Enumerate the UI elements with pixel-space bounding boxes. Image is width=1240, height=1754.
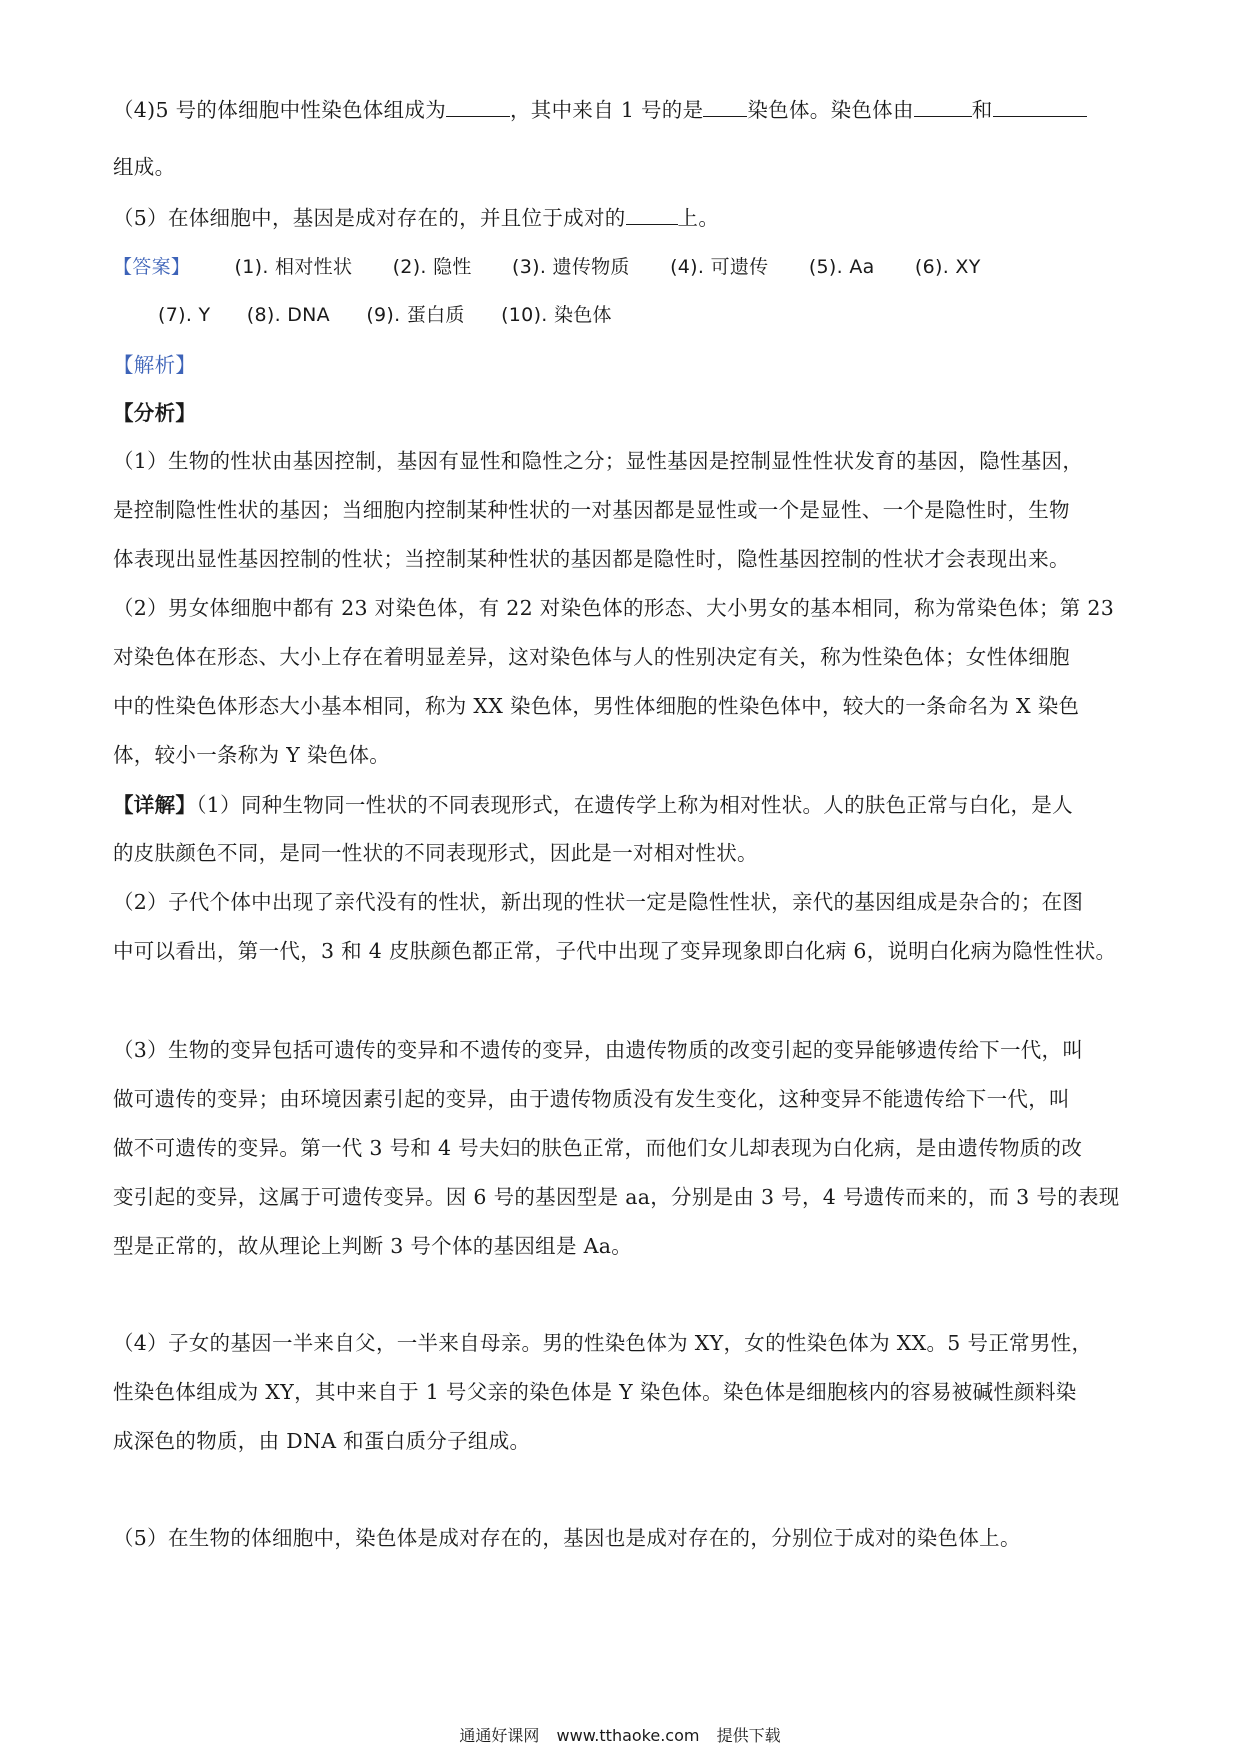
answer-blank bbox=[703, 94, 747, 117]
q5-text-1: （5）在体细胞中，基因是成对存在的，并且位于成对的 bbox=[113, 206, 626, 230]
fenxi-p2-line: （2）男女体细胞中都有 23 对染色体，有 22 对染色体的形态、大小男女的基本相同，称为常染色体；第 23 bbox=[113, 596, 1115, 620]
question-5-line bbox=[113, 202, 1133, 233]
analysis-heading bbox=[113, 350, 1133, 380]
answer-item: (4). 可遗传 bbox=[670, 256, 769, 278]
xiangjie-p3-line: 做不可遗传的变异。第一代 3 号和 4 号夫妇的肤色正常，而他们女儿却表现为白化病，是由遗传物质的改 bbox=[113, 1136, 1083, 1160]
q5-text-2: 上。 bbox=[677, 206, 720, 230]
xiangjie-p3-line: 变引起的变异，这属于可遗传变异。因 6 号的基因型是 aa，分别是由 3 号，4 号遗传而来的，而 3 号的表现 bbox=[113, 1185, 1120, 1209]
answer-item: (6). XY bbox=[914, 256, 981, 278]
question-4-line-2 bbox=[113, 152, 1133, 182]
q4-text-5: 组成。 bbox=[113, 155, 176, 179]
xiangjie-p4-line: （4）子女的基因一半来自父，一半来自母亲。男的性染色体为 XY，女的性染色体为 XX。5 号正常男性， bbox=[113, 1331, 1093, 1355]
page-footer bbox=[0, 1726, 1240, 1746]
xiangjie-label: 【详解】 bbox=[113, 793, 197, 817]
footer-site-name: 通通好课网 bbox=[459, 1726, 540, 1745]
fenxi-p1-line: 体表现出显性基因控制的性状；当控制某种性状的基因都是隐性时，隐性基因控制的性状才会表现出来。 bbox=[113, 547, 1070, 571]
q4-text-2: ，其中来自 1 号的是 bbox=[510, 98, 704, 122]
fenxi-p1-line: （1）生物的性状由基因控制，基因有显性和隐性之分；显性基因是控制显性性状发育的基因，隐性基因， bbox=[113, 449, 1084, 473]
fenxi-p2-line: 体，较小一条称为 Y 染色体。 bbox=[113, 743, 391, 767]
footer-suffix: 提供下载 bbox=[716, 1726, 781, 1745]
xiangjie-p5-line: （5）在生物的体细胞中，染色体是成对存在的，基因也是成对存在的，分别位于成对的染色体上。 bbox=[113, 1526, 1021, 1550]
answer-item: (9). 蛋白质 bbox=[366, 304, 465, 326]
answer-blank bbox=[626, 202, 678, 225]
answer-item: (2). 隐性 bbox=[392, 256, 472, 278]
fenxi-p2-line: 对染色体在形态、大小上存在着明显差异，这对染色体与人的性别决定有关，称为性染色体；女性体细胞 bbox=[113, 645, 1070, 669]
xiangjie-p4-line: 成深色的物质，由 DNA 和蛋白质分子组成。 bbox=[113, 1429, 531, 1453]
fenxi-p2-line: 中的性染色体形态大小基本相同，称为 XX 染色体，男性体细胞的性染色体中，较大的一条命名为 X 染色 bbox=[113, 694, 1080, 718]
q4-text-1: （4)5 号的体细胞中性染色体组成为 bbox=[113, 98, 446, 122]
xiangjie-p3-line: 型是正常的，故从理论上判断 3 号个体的基因组是 Aa。 bbox=[113, 1234, 633, 1258]
fenxi-p1-line: 是控制隐性性状的基因；当细胞内控制某种性状的一对基因都是显性或一个是显性、一个是隐性时，生物 bbox=[113, 498, 1070, 522]
fenxi-label: 【分析】 bbox=[113, 401, 197, 425]
answer-item: (5). Aa bbox=[808, 256, 875, 278]
answer-line-2 bbox=[158, 300, 1178, 330]
fenxi-heading bbox=[113, 398, 1133, 428]
q4-text-3: 染色体。染色体由 bbox=[747, 98, 914, 122]
xiangjie-p4-line: 性染色体组成为 XY，其中来自于 1 号父亲的染色体是 Y 染色体。染色体是细胞核内的容易被碱性颜料染 bbox=[113, 1380, 1077, 1404]
answer-blank bbox=[993, 94, 1087, 117]
xiangjie-p3-line: 做可遗传的变异；由环境因素引起的变异，由于遗传物质没有发生变化，这种变异不能遗传给下一代，叫 bbox=[113, 1087, 1070, 1111]
xiangjie-p1-first-line bbox=[113, 790, 1133, 820]
answer-blank bbox=[446, 94, 510, 117]
question-4-line-1 bbox=[113, 94, 1133, 125]
answer-label: 【答案】 bbox=[113, 256, 191, 278]
xiangjie-text: （1）同种生物同一性状的不同表现形式，在遗传学上称为相对性状。人的肤色正常与白化，是人 bbox=[196, 793, 1073, 817]
answer-item: (7). Y bbox=[158, 304, 211, 326]
answer-blank bbox=[914, 94, 972, 117]
answer-item: (8). DNA bbox=[246, 304, 330, 326]
answer-item: (3). 遗传物质 bbox=[512, 256, 630, 278]
xiangjie-p3-line: （3）生物的变异包括可遗传的变异和不遗传的变异，由遗传物质的改变引起的变异能够遗传给下一代，叫 bbox=[113, 1038, 1084, 1062]
footer-url[interactable]: www.tthaoke.com bbox=[556, 1726, 700, 1745]
answer-line-1 bbox=[113, 252, 1133, 282]
analysis-label: 【解析】 bbox=[113, 353, 197, 377]
q4-text-4: 和 bbox=[971, 98, 993, 122]
xiangjie-p2-line: 中可以看出，第一代，3 和 4 皮肤颜色都正常，子代中出现了变异现象即白化病 6，说明白化病为隐性性状。 bbox=[113, 939, 1117, 963]
xiangjie-p1-line: 的皮肤颜色不同，是同一性状的不同表现形式，因此是一对相对性状。 bbox=[113, 841, 758, 865]
answer-item: (10). 染色体 bbox=[501, 304, 612, 326]
xiangjie-p2-line: （2）子代个体中出现了亲代没有的性状，新出现的性状一定是隐性性状，亲代的基因组成是杂合的；在图 bbox=[113, 890, 1084, 914]
answer-item: (1). 相对性状 bbox=[234, 256, 353, 278]
